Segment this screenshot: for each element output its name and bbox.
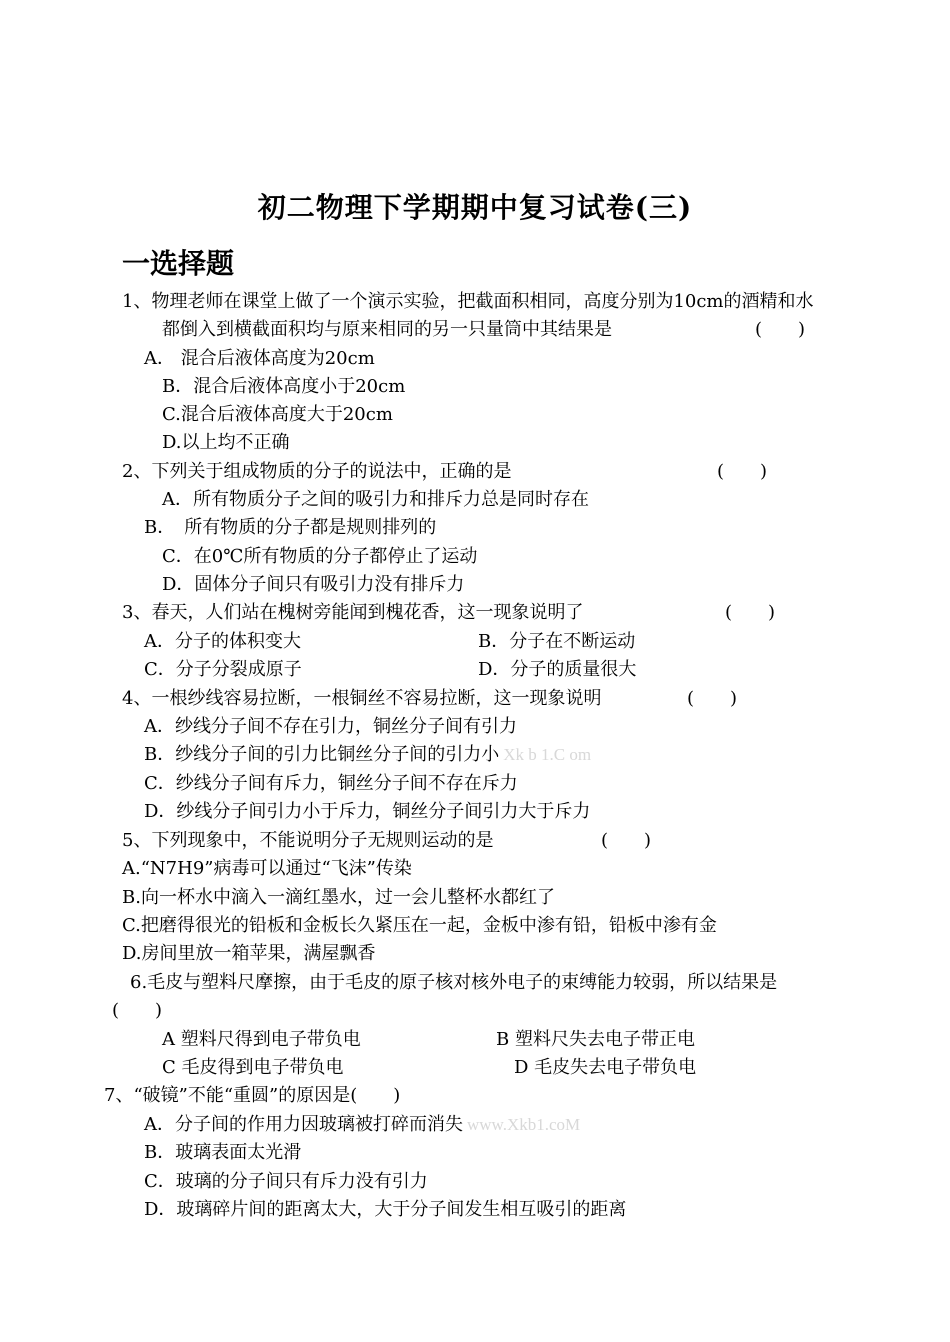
page-title: 初二物理下学期期中复习试卷(三)	[257, 191, 693, 224]
question-3-option-b: B．分子在不断运动	[478, 631, 636, 652]
question-2-option-d: D．固体分子间只有吸引力没有排斥力	[162, 574, 465, 595]
question-1-answer-blank: ( )	[755, 319, 806, 340]
question-6-answer-blank: ( )	[112, 1000, 163, 1021]
question-1-option-c: C.混合后液体高度大于20cm	[162, 404, 393, 425]
question-2-answer-blank: ( )	[717, 461, 768, 482]
question-3-option-c: C．分子分裂成原子	[144, 659, 302, 680]
question-1-option-b: B．混合后液体高度小于20cm	[162, 376, 406, 397]
question-5-option-c: C.把磨得很光的铅板和金板长久紧压在一起，金板中渗有铅，铅板中渗有金	[122, 915, 717, 936]
question-4-option-b-text: B．纱线分子间的引力比铜丝分子间的引力小	[144, 744, 500, 765]
question-4-answer-blank: ( )	[687, 688, 738, 709]
question-5-option-a: A.“N7H9”病毒可以通过“飞沫”传染	[122, 858, 412, 879]
question-1-option-d: D.以上均不正确	[162, 432, 290, 453]
question-1-option-a: A． 混合后液体高度为20cm	[144, 348, 375, 369]
question-7-option-b: B．玻璃表面太光滑	[144, 1142, 302, 1163]
question-4-option-d: D．纱线分子间引力小于斥力，铜丝分子间引力大于斥力	[144, 801, 591, 822]
question-6-option-a: A 塑料尺得到电子带负电	[162, 1029, 361, 1050]
question-7-option-a	[144, 1113, 580, 1137]
question-1-stem: 1、物理老师在课堂上做了一个演示实验，把截面积相同，高度分别为10cm的酒精和水	[122, 291, 814, 312]
question-5-option-d: D.房间里放一箱苹果，满屋飘香	[122, 943, 376, 964]
question-3-option-a: A．分子的体积变大	[144, 631, 301, 652]
question-3-option-d: D．分子的质量很大	[478, 659, 637, 680]
question-2-option-b: B． 所有物质的分子都是规则排列的	[144, 517, 437, 538]
question-5-answer-blank: ( )	[601, 830, 652, 851]
question-4-option-c: C．纱线分子间有斥力，铜丝分子间不存在斥力	[144, 773, 518, 794]
question-2-option-c: C．在0℃所有物质的分子都停止了运动	[162, 546, 478, 567]
question-3-answer-blank: ( )	[725, 602, 776, 623]
watermark-text: www.Xkb1.coM	[467, 1115, 581, 1134]
question-7-option-a-text: A．分子间的作用力因玻璃被打碎而消失	[144, 1114, 463, 1135]
question-4-option-b	[144, 743, 591, 767]
watermark-text: Xk b 1.C om	[503, 745, 592, 764]
question-6-option-c: C 毛皮得到电子带负电	[162, 1057, 344, 1078]
question-7-stem: 7、“破镜”不能“重圆”的原因是( )	[104, 1085, 401, 1106]
question-2-stem: 2、下列关于组成物质的分子的说法中，正确的是	[122, 461, 512, 482]
section-heading: 一选择题	[122, 247, 235, 280]
question-5-stem: 5、下列现象中，不能说明分子无规则运动的是	[122, 830, 494, 851]
question-6-option-b: B 塑料尺失去电子带正电	[496, 1029, 695, 1050]
question-7-option-d: D．玻璃碎片间的距离太大，大于分子间发生相互吸引的距离	[144, 1199, 627, 1220]
question-6-stem: 6.毛皮与塑料尺摩擦，由于毛皮的原子核对核外电子的束缚能力较弱，所以结果是	[130, 972, 778, 993]
question-3-stem: 3、春天，人们站在槐树旁能闻到槐花香，这一现象说明了	[122, 602, 584, 623]
question-4-stem: 4、一根纱线容易拉断，一根铜丝不容易拉断，这一现象说明	[122, 688, 602, 709]
question-4-option-a: A．纱线分子间不存在引力，铜丝分子间有引力	[144, 716, 517, 737]
question-7-option-c: C．玻璃的分子间只有斥力没有引力	[144, 1171, 428, 1192]
question-5-option-b: B.向一杯水中滴入一滴红墨水，过一会儿整杯水都红了	[122, 887, 555, 908]
question-6-option-d: D 毛皮失去电子带负电	[514, 1057, 697, 1078]
question-2-option-a: A．所有物质分子之间的吸引力和排斥力总是同时存在	[162, 489, 589, 510]
question-1-stem-cont: 都倒入到横截面积均与原来相同的另一只量筒中其结果是	[162, 319, 612, 340]
